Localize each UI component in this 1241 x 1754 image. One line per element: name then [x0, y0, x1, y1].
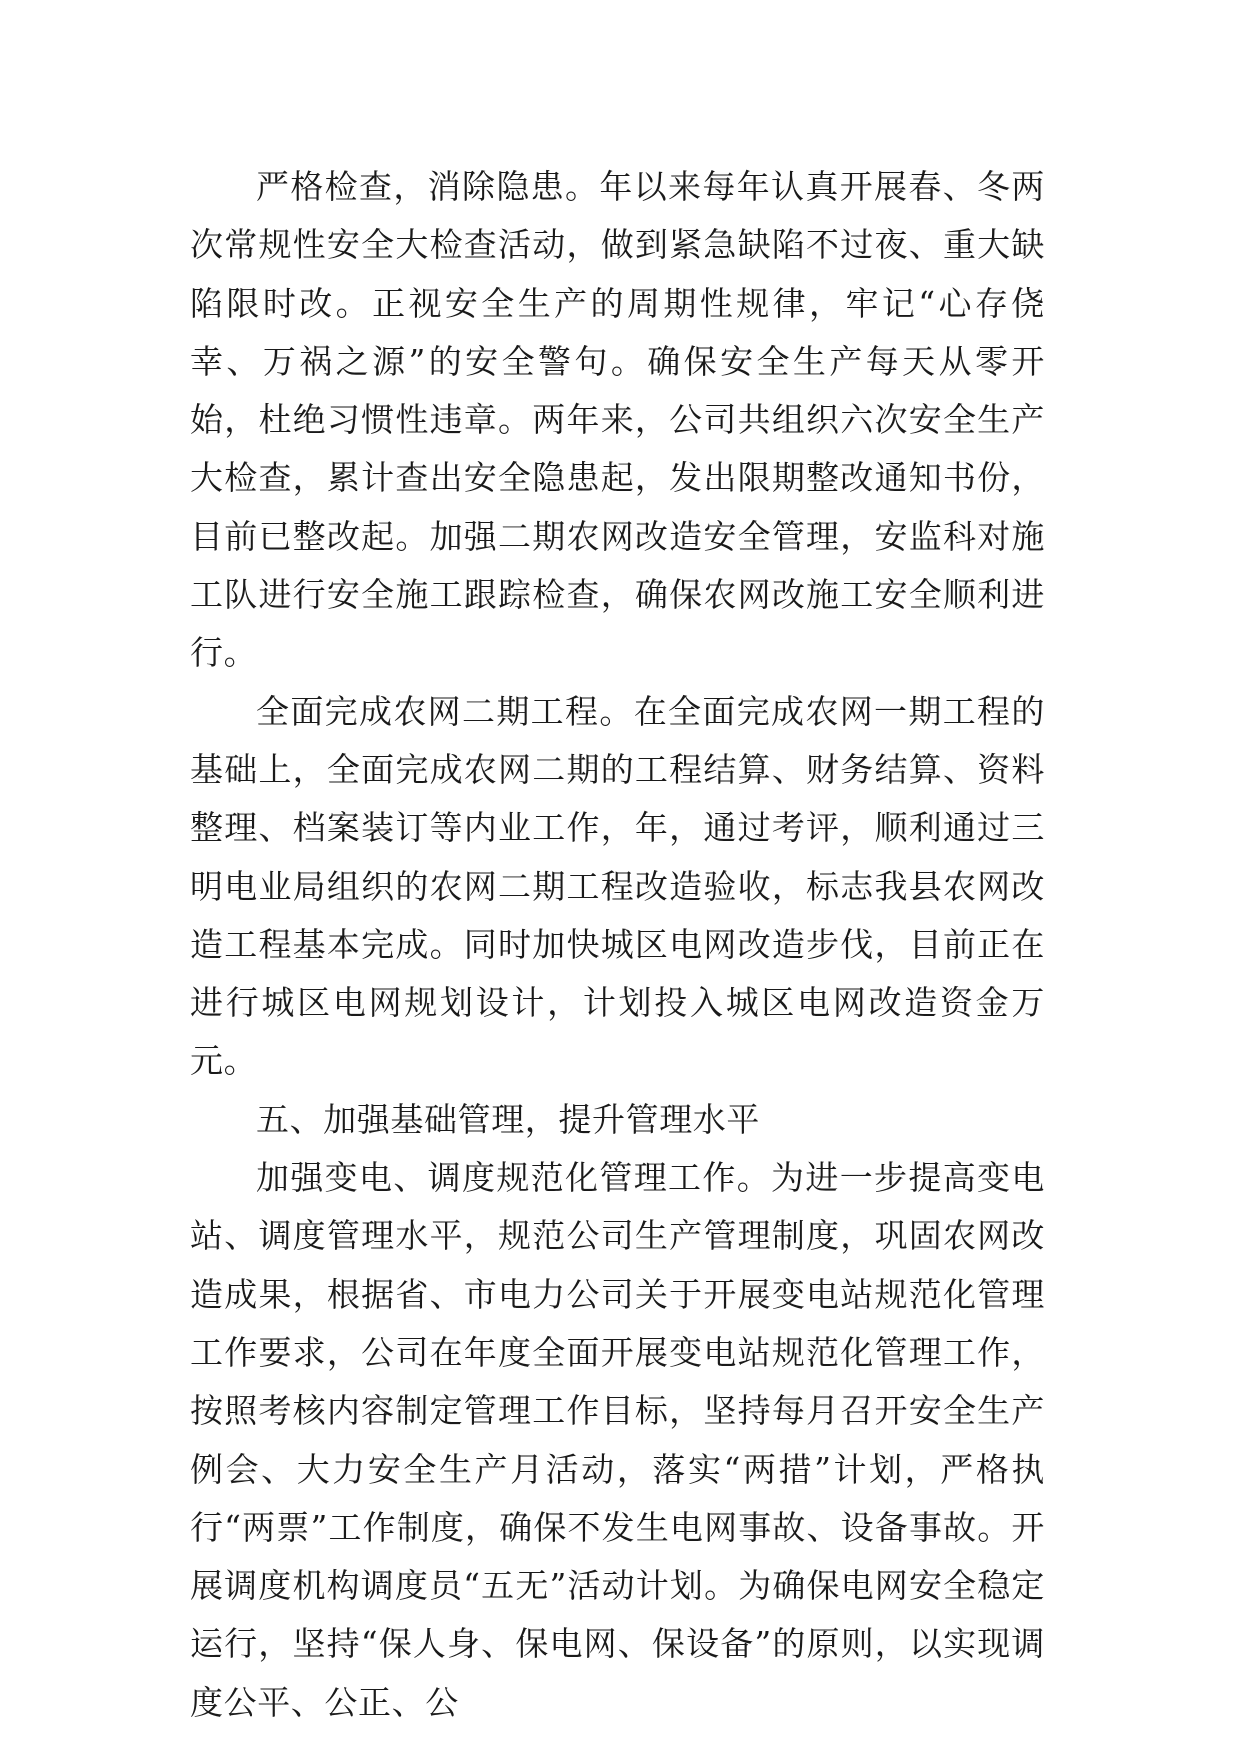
paragraph-substation-management: 加强变电、调度规范化管理工作。为进一步提高变电站、调度管理水平，规范公司生产管理制度，巩固农网改造成果，根据省、市电力公司关于开展变电站规范化管理工作要求，公司在年度全面开展变电站规范化管理工作，按照考核内容制定管理工作目标，坚持每月召开安全生产例会、大力安全生产月活动，落实“两措”计划，严格执行“两票”工作制度，确保不发生电网事故、设备事故。开展调度机构调度员“五无”活动计划。为确保电网安全稳定运行，坚持“保人身、保电网、保设备”的原则，以实现调度公平、公正、公 — [190, 1158, 1045, 1722]
document-body — [190, 158, 1045, 1732]
section-heading-five: 五、加强基础管理，提升管理水平 — [256, 1099, 760, 1139]
paragraph-rural-grid-phase-two: 全面完成农网二期工程。在全面完成农网一期工程的基础上，全面完成农网二期的工程结算、财务结算、资料整理、档案装订等内业工作，年，通过考评，顺利通过三明电业局组织的农网二期工程改造验收，标志我县农网改造工程基本完成。同时加快城区电网改造步伐，目前正在进行城区电网规划设计，计划投入城区电网改造资金万元。 — [190, 691, 1045, 1081]
paragraph-safety-inspection: 严格检查，消除隐患。年以来每年认真开展春、冬两次常规性安全大检查活动，做到紧急缺陷不过夜、重大缺陷限时改。正视安全生产的周期性规律，牢记“心存侥幸、万祸之源”的安全警句。确保安全生产每天从零开始，杜绝习惯性违章。两年来，公司共组织六次安全生产大检查，累计查出安全隐患起，发出限期整改通知书份，目前已整改起。加强二期农网改造安全管理，安监科对施工队进行安全施工跟踪检查，确保农网改施工安全顺利进行。 — [190, 167, 1045, 673]
